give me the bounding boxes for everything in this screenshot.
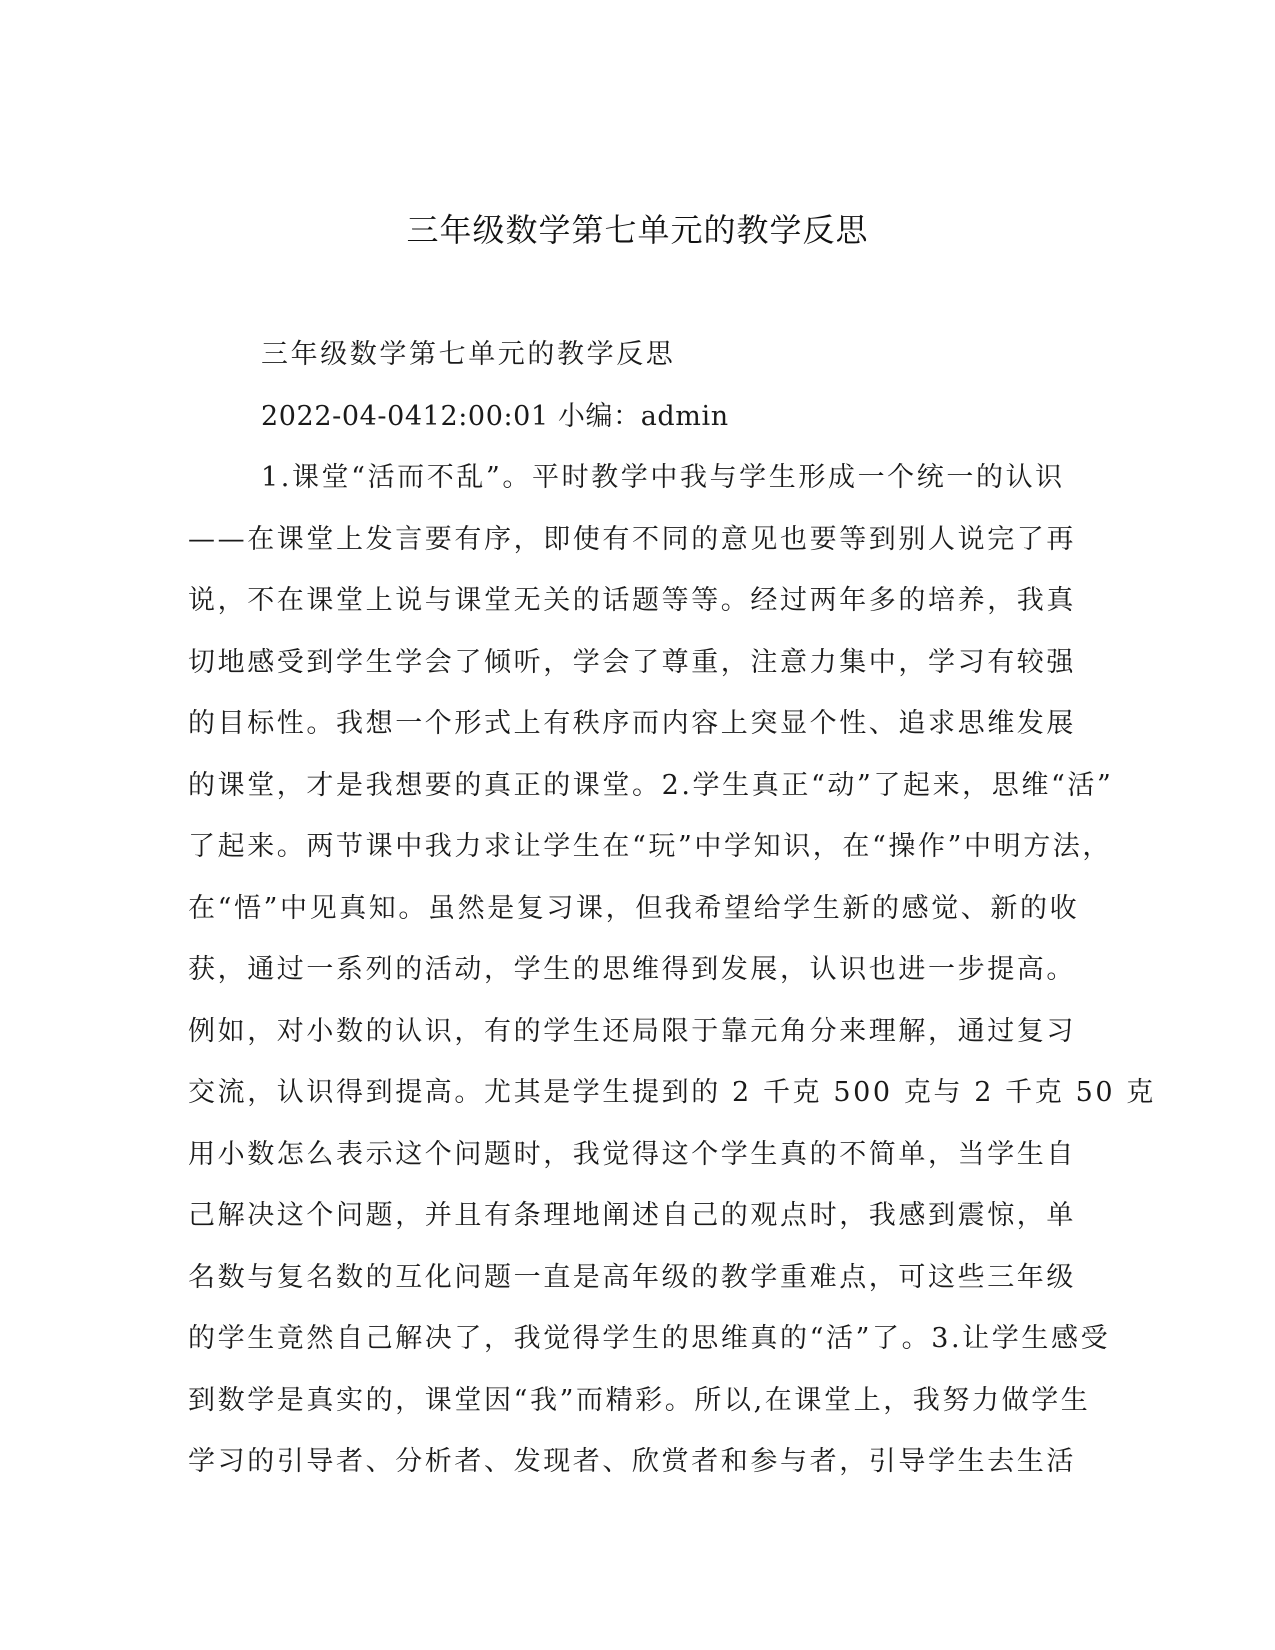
document-title: 三年级数学第七单元的教学反思 (406, 211, 869, 249)
paragraph-line: 的学生竟然自己解决了，我觉得学生的思维真的“活”了。3.让学生感受 (188, 1323, 1111, 1354)
paragraph-line: 学习的引导者、分析者、发现者、欣赏者和参与者，引导学生去生活 (188, 1446, 1076, 1477)
document-subtitle: 三年级数学第七单元的教学反思 (261, 339, 676, 370)
paragraph-line: 用小数怎么表示这个问题时，我觉得这个学生真的不简单，当学生自 (188, 1138, 1076, 1170)
paragraph-line: 到数学是真实的，课堂因“我”而精彩。所以,在课堂上，我努力做学生 (188, 1384, 1091, 1416)
paragraph-line: 了起来。两节课中我力求让学生在“玩”中学知识，在“操作”中明方法， (188, 831, 1113, 862)
paragraph-line: 获，通过一系列的活动，学生的思维得到发展，认识也进一步提高。 (188, 954, 1076, 985)
paragraph-line: 的目标性。我想一个形式上有秩序而内容上突显个性、追求思维发展 (188, 708, 1076, 739)
paragraph-line: 己解决这个问题，并且有条理地阐述自己的观点时，我感到震惊，单 (188, 1200, 1076, 1231)
paragraph-line: ——在课堂上发言要有序，即使有不同的意见也要等到别人说完了再 (188, 523, 1076, 555)
paragraph-line: 的课堂，才是我想要的真正的课堂。2.学生真正“动”了起来，思维“活” (188, 769, 1114, 801)
paragraph-line: 1.课堂“活而不乱”。平时教学中我与学生形成一个统一的认识 (261, 462, 1065, 493)
paragraph-line: 交流，认识得到提高。尤其是学生提到的 2 千克 500 克与 2 千克 50 克 (188, 1077, 1156, 1108)
document-body (188, 324, 1156, 1493)
publish-meta: 2022-04-0412:00:01 小编：admin (261, 400, 729, 432)
paragraph-line: 切地感受到学生学会了倾听，学会了尊重，注意力集中，学习有较强 (188, 646, 1076, 678)
paragraph-line: 名数与复名数的互化问题一直是高年级的教学重难点，可这些三年级 (188, 1261, 1076, 1293)
paragraph-line: 在“悟”中见真知。虽然是复习课，但我希望给学生新的感觉、新的收 (188, 892, 1080, 924)
paragraph-line: 说，不在课堂上说与课堂无关的话题等等。经过两年多的培养，我真 (188, 585, 1076, 616)
paragraph-line: 例如，对小数的认识，有的学生还局限于靠元角分来理解，通过复习 (188, 1015, 1076, 1047)
